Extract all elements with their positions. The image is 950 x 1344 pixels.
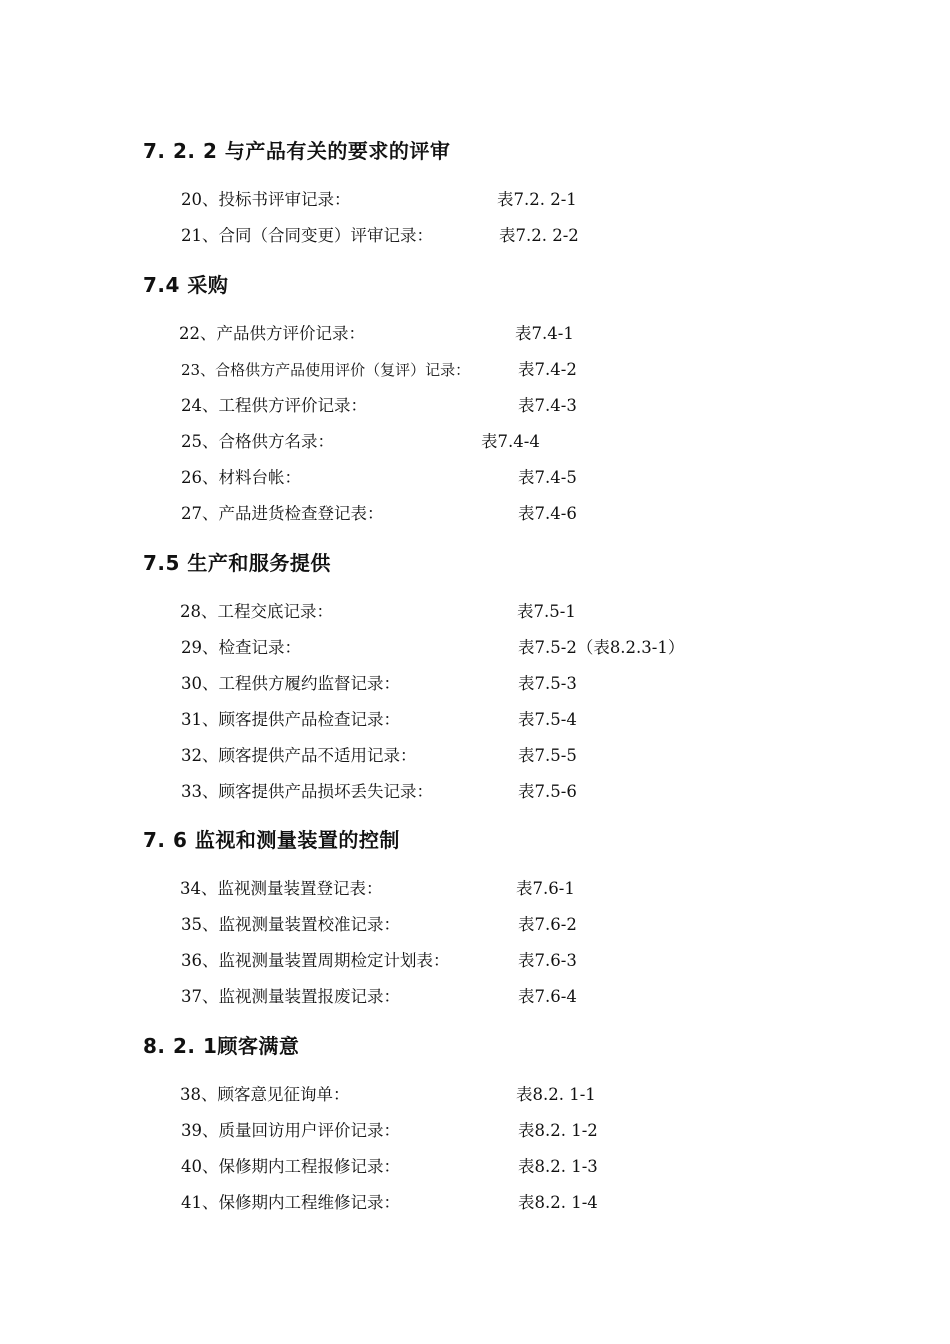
list-item (0, 322, 950, 346)
item-label: 39、质量回访用户评价记录： (181, 1121, 400, 1140)
item-code: 表7.4-6 (518, 504, 577, 523)
item-label: 41、保修期内工程维修记录： (181, 1193, 400, 1212)
list-item (0, 1155, 950, 1179)
item-label: 35、监视测量装置校准记录： (181, 915, 400, 934)
item-code: 表7.6-2 (518, 915, 577, 934)
item-label: 38、顾客意见征询单： (180, 1085, 350, 1104)
list-item (0, 877, 950, 901)
list-item (0, 985, 950, 1009)
item-code: 表7.5-2（表8.2.3-1） (518, 638, 685, 657)
list-item (0, 394, 950, 418)
item-label: 23、合格供方产品使用评价（复评）记录： (181, 361, 471, 379)
item-label: 22、产品供方评价记录： (179, 324, 365, 343)
section-heading: 7.5 生产和服务提供 (143, 551, 331, 575)
item-label: 34、监视测量装置登记表： (180, 879, 383, 898)
list-item (0, 1119, 950, 1143)
item-code: 表8.2. 1-1 (516, 1085, 596, 1104)
item-label: 26、材料台帐： (181, 468, 301, 487)
item-code: 表7.6-4 (518, 987, 577, 1006)
item-code: 表7.5-1 (517, 602, 576, 621)
list-item (0, 708, 950, 732)
item-label: 32、顾客提供产品不适用记录： (181, 746, 417, 765)
section-heading: 7. 2. 2 与产品有关的要求的评审 (143, 139, 451, 163)
list-item (0, 1191, 950, 1215)
item-label: 21、合同（合同变更）评审记录： (181, 226, 433, 245)
item-code: 表7.6-3 (518, 951, 577, 970)
section-heading: 7. 6 监视和测量装置的控制 (143, 828, 400, 852)
section-heading: 8. 2. 1顾客满意 (143, 1034, 300, 1058)
item-label: 30、工程供方履约监督记录： (181, 674, 400, 693)
list-item (0, 466, 950, 490)
list-item (0, 188, 950, 212)
list-item (0, 780, 950, 804)
item-label: 37、监视测量装置报废记录： (181, 987, 400, 1006)
item-label: 20、投标书评审记录： (181, 190, 351, 209)
item-code: 表7.2. 2-1 (497, 190, 577, 209)
item-code: 表7.4-1 (515, 324, 574, 343)
list-item (0, 358, 950, 382)
item-code: 表7.4-2 (518, 360, 577, 379)
item-label: 28、工程交底记录： (180, 602, 333, 621)
item-code: 表7.4-3 (518, 396, 577, 415)
item-code: 表7.4-5 (518, 468, 577, 487)
list-item (0, 600, 950, 624)
list-item (0, 1083, 950, 1107)
item-code: 表7.5-3 (518, 674, 577, 693)
list-item (0, 502, 950, 526)
list-item (0, 744, 950, 768)
item-label: 29、检查记录： (181, 638, 301, 657)
item-code: 表7.6-1 (516, 879, 575, 898)
item-code: 表7.5-6 (518, 782, 577, 801)
list-item (0, 224, 950, 248)
item-code: 表8.2. 1-2 (518, 1121, 598, 1140)
item-label: 24、工程供方评价记录： (181, 396, 367, 415)
item-code: 表7.2. 2-2 (499, 226, 579, 245)
item-label: 31、顾客提供产品检查记录： (181, 710, 400, 729)
item-label: 40、保修期内工程报修记录： (181, 1157, 400, 1176)
item-label: 33、顾客提供产品损坏丢失记录： (181, 782, 433, 801)
section-heading: 7.4 采购 (143, 273, 229, 297)
list-item (0, 949, 950, 973)
item-label: 36、监视测量装置周期检定计划表： (181, 951, 450, 970)
item-code: 表8.2. 1-3 (518, 1157, 598, 1176)
list-item (0, 913, 950, 937)
list-item (0, 672, 950, 696)
item-code: 表8.2. 1-4 (518, 1193, 598, 1212)
item-label: 25、合格供方名录： (181, 432, 334, 451)
item-code: 表7.5-4 (518, 710, 577, 729)
item-label: 27、产品进货检查登记表： (181, 504, 384, 523)
item-code: 表7.5-5 (518, 746, 577, 765)
list-item (0, 430, 950, 454)
item-code: 表7.4-4 (481, 432, 540, 451)
list-item (0, 636, 950, 660)
